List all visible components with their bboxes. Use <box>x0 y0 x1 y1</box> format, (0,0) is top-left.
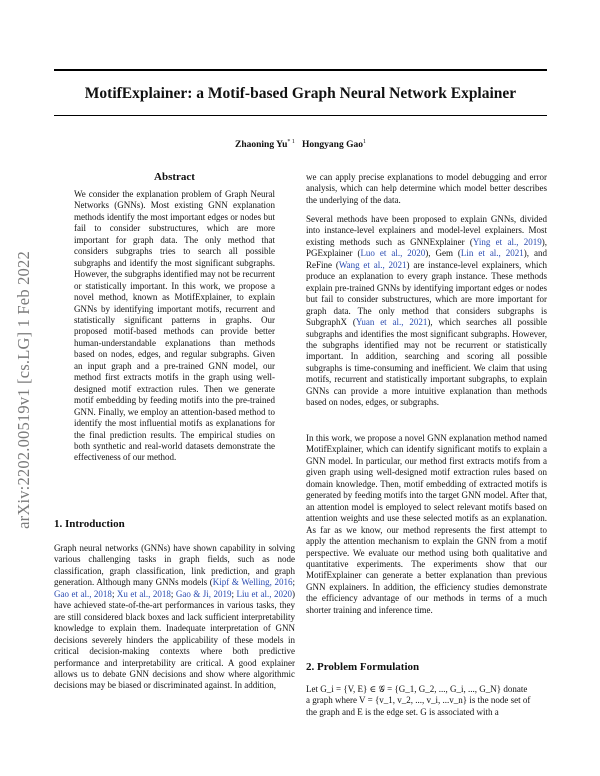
bottom-rule <box>54 115 547 116</box>
citation-link[interactable]: Xu et al., 2018 <box>116 588 171 599</box>
intro-paragraph-1: Graph neural networks (GNNs) have shown capability in solving various challenging tasks in graph fields, such as node classification, graph classification, link prediction, and graph generation. Although many GNNs models (Kipf & Welling, 2016; Gao et al., 2018; Xu et al., 2018; Gao & Ji, 2019; Liu et al., 2020) have achieved state-of-the-art performances in various tasks, they are still considered black boxes and lack sufficient interpretability knowledge to explain them. Inadequate interpretation of GNN decisions severely hinders the applicability of these models in critical decision-making contexts where both predictive performance and interpretability are critical. A good explainer allows us to debate GNN decisions and show where algorithmic decisions may be biased or discriminated against. In addition, <box>54 543 296 691</box>
intro-p2-text-a: Several methods have been proposed to explain GNNs, divided into instance-level explainers and model-level explainers. Most existing methods such as GNNExplainer ( <box>306 214 547 247</box>
abstract-text: We consider the explanation problem of Graph Neural Networks (GNNs). Most existing GNN explanation methods identify the most important edges or nodes but fail to consider substructures, which are more important for graph data. The only method that considers subgraphs tries to search all possible subgraphs and identify the most significant subgraphs. However, the subgraphs identified may not be recurrent or statistically important. In this work, we propose a novel method, known as MotifExplainer, to explain GNNs by identifying important motifs, recurrent and statistically significant patterns in graphs. Our proposed motif-based methods can provide better human-understandable explanations than methods based on nodes, edges, and regular subgraphs. Given an input graph and a pre-trained GNN model, our method first extracts motifs in the graph using well-designed motif extraction rules. Then we generate motif embedding by feeding motifs into the pre-trained GNN. Finally, we employ an attention-based method to identify the most influential motifs as explanations for the final prediction results. The empirical studies on both synthetic and real-world datasets demonstrate the effectiveness of our method. <box>74 189 275 463</box>
intro-paragraph-3: In this work, we propose a novel GNN explanation method named MotifExplainer, which can identify significant motifs to explain a GNN model. In particular, our method first extracts motifs from a given graph using well-designed motif extraction rules based on domain knowledge. Then, motif embedding of extracted motifs is generated by feeding motifs into the target GNN model. After that, an attention model is employed to select relevant motifs based on attention weights and use these selected motifs as an explanation. As far as we know, our method represents the first attempt to apply the attention mechanism to explain the GNN from a motif perspective. We evaluate our method using both qualitative and quantitative experiments. The experiments show that our MotifExplainer can generate a better explanation than previous GNN explainers. In addition, the efficiency studies demonstrate the efficiency advantage of our methods in terms of a much shorter training and inference time. <box>306 433 547 615</box>
intro-paragraph-2 <box>306 214 547 409</box>
citation-link[interactable]: Kipf & Welling, 2016 <box>212 577 293 588</box>
author-list: Zhaoning Yu$^{* 1}$ Hongyang Gao$^1$ <box>235 139 366 151</box>
citation-link[interactable]: Lin et al., 2021 <box>460 248 524 259</box>
citation-link[interactable]: Gao et al., 2018 <box>54 588 112 599</box>
citation-link[interactable]: Ying et al., 2019 <box>472 236 542 247</box>
intro-p2-text-c: ), Gem ( <box>425 248 461 259</box>
citation-link[interactable]: Liu et al., 2020 <box>236 588 292 599</box>
citation-link[interactable]: Luo et al., 2020 <box>360 248 426 259</box>
intro-p2-text-b: ), PGExplainer ( <box>306 236 547 259</box>
problem-line-2: a graph where V = {v_1, v_2, ..., v_i, ...v_n} is the node set of <box>306 695 531 706</box>
problem-line-1: Let G_i = {V, E} ∈ 𝒢 = {G_1, G_2, ..., G_i, ..., G_N} donate <box>306 684 528 694</box>
section-heading-introduction: 1. Introduction <box>54 518 125 530</box>
section-heading-problem-formulation: 2. Problem Formulation <box>306 661 420 673</box>
top-rule <box>54 69 547 71</box>
citation-link[interactable]: Gao & Ji, 2019 <box>175 588 232 599</box>
problem-line-3: the graph and E is the edge set. G is associated with a <box>306 706 499 717</box>
intro-p1-text-b: ) have achieved state-of-the-art performances in various tasks, they are still considered black boxes and lack sufficient interpretability knowledge to explain them. Inadequate interpretation of GNN decisions severely hinders the applicability of these models in critical decision-making contexts where both predictive performance and interpretability are critical. A good explainer allows us to debate GNN decisions and show where algorithmic decisions may be biased or discriminated against. In addition, <box>54 588 295 691</box>
citation-link[interactable]: Wang et al., 2021 <box>338 259 407 270</box>
intro-p1-text-a: Graph neural networks (GNNs) have shown capability in solving various challenging tasks in graph fields, such as node classification, graph classification, link prediction, and graph generation. Although many GNNs models ( <box>54 543 295 588</box>
problem-formulation-text <box>306 684 547 718</box>
abstract-heading: Abstract <box>154 171 195 183</box>
paper-title: MotifExplainer: a Motif-based Graph Neural Network Explainer <box>84 85 517 102</box>
intro-paragraph-1-continued: we can apply precise explanations to model debugging and error analysis, which can help determine which model better describes the underlying of the data. <box>306 172 547 205</box>
citation-link[interactable]: Yuan et al., 2021 <box>355 317 428 328</box>
arxiv-identifier[interactable]: arXiv:2202.00519v1 [cs.LG] 1 Feb 2022 <box>14 251 33 529</box>
intro-p2-text-d: ), and ReFine ( <box>306 248 547 270</box>
intro-p2-text-e: ) are instance-level explainers, which produce an explanation to every graph instance. These methods explain pre-trained GNNs by identifying important edges or nodes but fail to consider substructures, which are more important for graph data. The only method that considers subgraphs is SubgraphX ( <box>306 259 548 328</box>
intro-p2-text-f: ), which searches all possible subgraphs and identifies the most significant subgraphs. However, the subgraphs identified may not be recurrent or statistically important. In addition, searching and scoring all possible subgraphs is time-consuming and inefficient. We claim that using motifs, recurrent and statistically important subgraphs, to explain GNNs can provide a more intuitive explanation than methods based on nodes, edges, or subgraphs. <box>306 317 547 408</box>
